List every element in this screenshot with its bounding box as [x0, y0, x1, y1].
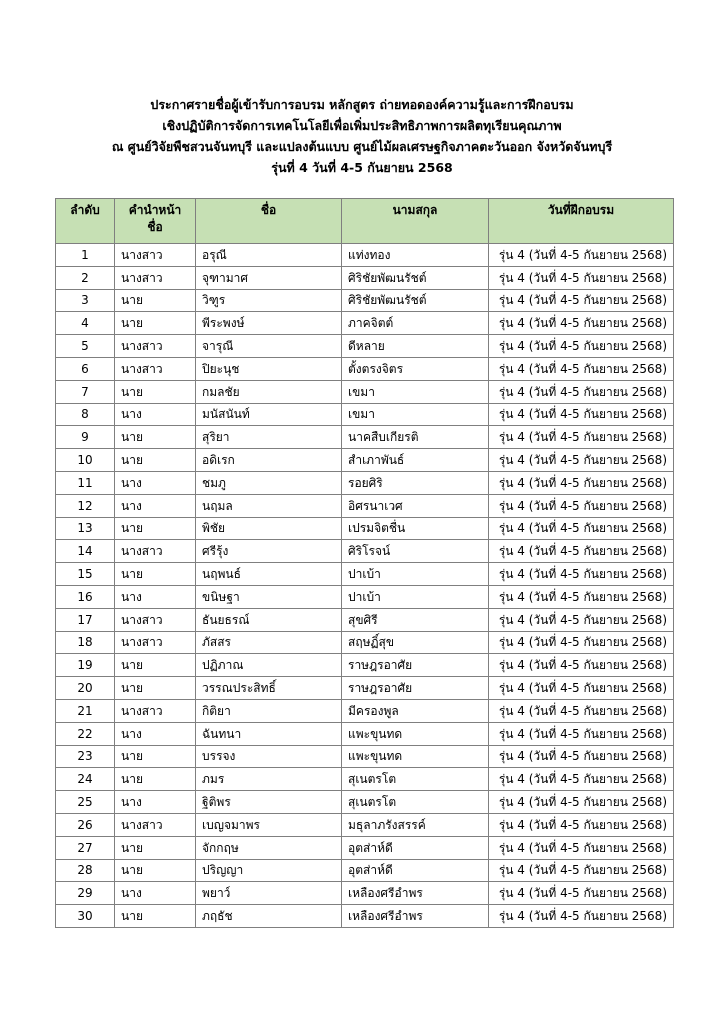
cell-first-name: ฐิติพร	[196, 791, 342, 814]
cell-prefix: นางสาว	[115, 631, 196, 654]
cell-last-name: เหลืองศรีอำพร	[342, 905, 489, 928]
cell-first-name: ธันยธรณ์	[196, 608, 342, 631]
cell-training-date: รุ่น 4 (วันที่ 4-5 กันยายน 2568)	[489, 289, 674, 312]
cell-prefix: นาย	[115, 768, 196, 791]
cell-number: 7	[56, 380, 115, 403]
table-body	[56, 244, 674, 928]
cell-first-name: จักกฤษ	[196, 836, 342, 859]
cell-first-name: ศรีรุ้ง	[196, 540, 342, 563]
cell-last-name: สุเนตรโต	[342, 768, 489, 791]
cell-prefix: นาง	[115, 403, 196, 426]
table-row	[56, 722, 674, 745]
cell-prefix: นางสาว	[115, 608, 196, 631]
cell-training-date: รุ่น 4 (วันที่ 4-5 กันยายน 2568)	[489, 882, 674, 905]
cell-last-name: มธุลาภรังสรรค์	[342, 813, 489, 836]
table-row	[56, 517, 674, 540]
cell-number: 17	[56, 608, 115, 631]
cell-prefix: นาย	[115, 380, 196, 403]
cell-first-name: อดิเรก	[196, 449, 342, 472]
heading-line-1: ประกาศรายชื่อผู้เข้ารับการอบรม หลักสูตร ถ่ายทอดองค์ความรู้และการฝึกอบรม	[150, 97, 574, 112]
cell-last-name: แพะขุนทด	[342, 745, 489, 768]
cell-number: 14	[56, 540, 115, 563]
cell-training-date: รุ่น 4 (วันที่ 4-5 กันยายน 2568)	[489, 494, 674, 517]
cell-prefix: นาย	[115, 654, 196, 677]
cell-training-date: รุ่น 4 (วันที่ 4-5 กันยายน 2568)	[489, 768, 674, 791]
cell-last-name: แท่งทอง	[342, 244, 489, 267]
cell-last-name: เขมา	[342, 380, 489, 403]
table-row	[56, 357, 674, 380]
cell-first-name: ชมภู	[196, 471, 342, 494]
header-prefix-line-1: คำนำหน้า	[128, 203, 182, 217]
cell-training-date: รุ่น 4 (วันที่ 4-5 กันยายน 2568)	[489, 836, 674, 859]
table-row	[56, 471, 674, 494]
header-number: ลำดับ	[56, 199, 115, 244]
cell-prefix: นาง	[115, 722, 196, 745]
cell-last-name: อุตส่าห์ดี	[342, 836, 489, 859]
cell-last-name: ศิริชัยพัฒนรัชต์	[342, 266, 489, 289]
table-row	[56, 585, 674, 608]
cell-training-date: รุ่น 4 (วันที่ 4-5 กันยายน 2568)	[489, 335, 674, 358]
cell-first-name: ปริญญา	[196, 859, 342, 882]
cell-number: 24	[56, 768, 115, 791]
cell-training-date: รุ่น 4 (วันที่ 4-5 กันยายน 2568)	[489, 631, 674, 654]
cell-first-name: บรรจง	[196, 745, 342, 768]
table-row	[56, 449, 674, 472]
table-row	[56, 266, 674, 289]
cell-first-name: เบญจมาพร	[196, 813, 342, 836]
cell-last-name: มีครองพูล	[342, 699, 489, 722]
table-row	[56, 859, 674, 882]
cell-last-name: นาคสืบเกียรติ	[342, 426, 489, 449]
cell-training-date: รุ่น 4 (วันที่ 4-5 กันยายน 2568)	[489, 699, 674, 722]
cell-training-date: รุ่น 4 (วันที่ 4-5 กันยายน 2568)	[489, 517, 674, 540]
cell-number: 27	[56, 836, 115, 859]
cell-number: 13	[56, 517, 115, 540]
cell-number: 26	[56, 813, 115, 836]
heading-line-2: เชิงปฏิบัติการจัดการเทคโนโลยีเพื่อเพิ่มประสิทธิภาพการผลิตทุเรียนคุณภาพ	[162, 118, 562, 133]
cell-prefix: นาย	[115, 677, 196, 700]
cell-number: 11	[56, 471, 115, 494]
cell-last-name: ปาเบ้า	[342, 563, 489, 586]
cell-first-name: กมลชัย	[196, 380, 342, 403]
cell-training-date: รุ่น 4 (วันที่ 4-5 กันยายน 2568)	[489, 677, 674, 700]
cell-number: 18	[56, 631, 115, 654]
cell-first-name: ปิยะนุช	[196, 357, 342, 380]
cell-last-name: อุตส่าห์ดี	[342, 859, 489, 882]
cell-first-name: มนัสนันท์	[196, 403, 342, 426]
cell-training-date: รุ่น 4 (วันที่ 4-5 กันยายน 2568)	[489, 791, 674, 814]
cell-last-name: ดีหลาย	[342, 335, 489, 358]
cell-training-date: รุ่น 4 (วันที่ 4-5 กันยายน 2568)	[489, 426, 674, 449]
cell-prefix: นาย	[115, 745, 196, 768]
cell-number: 23	[56, 745, 115, 768]
cell-first-name: วรรณประสิทธิ์	[196, 677, 342, 700]
cell-first-name: ปฏิภาณ	[196, 654, 342, 677]
cell-number: 3	[56, 289, 115, 312]
cell-last-name: แพะขุนทด	[342, 722, 489, 745]
cell-training-date: รุ่น 4 (วันที่ 4-5 กันยายน 2568)	[489, 380, 674, 403]
cell-first-name: ภฤธัช	[196, 905, 342, 928]
cell-first-name: กิติยา	[196, 699, 342, 722]
table-row	[56, 244, 674, 267]
cell-number: 2	[56, 266, 115, 289]
cell-number: 30	[56, 905, 115, 928]
cell-training-date: รุ่น 4 (วันที่ 4-5 กันยายน 2568)	[489, 905, 674, 928]
cell-number: 28	[56, 859, 115, 882]
cell-last-name: เหลืองศรีอำพร	[342, 882, 489, 905]
cell-number: 20	[56, 677, 115, 700]
participant-table	[55, 198, 674, 928]
cell-training-date: รุ่น 4 (วันที่ 4-5 กันยายน 2568)	[489, 654, 674, 677]
table-row	[56, 905, 674, 928]
cell-first-name: ภมร	[196, 768, 342, 791]
cell-training-date: รุ่น 4 (วันที่ 4-5 กันยายน 2568)	[489, 312, 674, 335]
cell-prefix: นาง	[115, 494, 196, 517]
table-row	[56, 677, 674, 700]
table-row	[56, 380, 674, 403]
table-row	[56, 745, 674, 768]
cell-training-date: รุ่น 4 (วันที่ 4-5 กันยายน 2568)	[489, 722, 674, 745]
header-prefix-line-2: ชื่อ	[147, 220, 163, 234]
cell-first-name: นฤมล	[196, 494, 342, 517]
cell-training-date: รุ่น 4 (วันที่ 4-5 กันยายน 2568)	[489, 585, 674, 608]
table-row	[56, 289, 674, 312]
cell-last-name: ปาเบ้า	[342, 585, 489, 608]
table-row	[56, 836, 674, 859]
table-row	[56, 563, 674, 586]
cell-prefix: นางสาว	[115, 540, 196, 563]
cell-last-name: สฤษฏิ์สุข	[342, 631, 489, 654]
cell-last-name: สำเภาพันธ์	[342, 449, 489, 472]
cell-last-name: รอยศิริ	[342, 471, 489, 494]
cell-training-date: รุ่น 4 (วันที่ 4-5 กันยายน 2568)	[489, 244, 674, 267]
table-header	[56, 199, 674, 244]
cell-prefix: นางสาว	[115, 335, 196, 358]
cell-first-name: จารุณี	[196, 335, 342, 358]
cell-training-date: รุ่น 4 (วันที่ 4-5 กันยายน 2568)	[489, 608, 674, 631]
cell-last-name: สุขศิรี	[342, 608, 489, 631]
announcement-heading	[0, 94, 724, 178]
table-row	[56, 426, 674, 449]
cell-last-name: ศิริชัยพัฒนรัชต์	[342, 289, 489, 312]
table-row	[56, 494, 674, 517]
table-row	[56, 403, 674, 426]
cell-prefix: นาย	[115, 289, 196, 312]
cell-number: 10	[56, 449, 115, 472]
table-row	[56, 699, 674, 722]
cell-prefix: นาง	[115, 585, 196, 608]
cell-prefix: นาย	[115, 449, 196, 472]
cell-number: 1	[56, 244, 115, 267]
cell-last-name: ตั้งตรงจิตร	[342, 357, 489, 380]
table-row	[56, 654, 674, 677]
cell-first-name: สุริยา	[196, 426, 342, 449]
cell-prefix: นางสาว	[115, 357, 196, 380]
header-last-name: นามสกุล	[342, 199, 489, 244]
cell-first-name: นฤพนธ์	[196, 563, 342, 586]
table-row	[56, 540, 674, 563]
cell-number: 29	[56, 882, 115, 905]
cell-prefix: นาย	[115, 859, 196, 882]
cell-last-name: ศิริโรจน์	[342, 540, 489, 563]
cell-prefix: นาย	[115, 426, 196, 449]
cell-first-name: ขนิษฐา	[196, 585, 342, 608]
cell-number: 19	[56, 654, 115, 677]
table-row	[56, 312, 674, 335]
cell-training-date: รุ่น 4 (วันที่ 4-5 กันยายน 2568)	[489, 813, 674, 836]
cell-training-date: รุ่น 4 (วันที่ 4-5 กันยายน 2568)	[489, 563, 674, 586]
cell-number: 9	[56, 426, 115, 449]
cell-training-date: รุ่น 4 (วันที่ 4-5 กันยายน 2568)	[489, 471, 674, 494]
cell-training-date: รุ่น 4 (วันที่ 4-5 กันยายน 2568)	[489, 449, 674, 472]
table-row	[56, 335, 674, 358]
cell-training-date: รุ่น 4 (วันที่ 4-5 กันยายน 2568)	[489, 745, 674, 768]
cell-first-name: ฉันทนา	[196, 722, 342, 745]
cell-first-name: อรุณี	[196, 244, 342, 267]
cell-last-name: อิศรนาเวศ	[342, 494, 489, 517]
cell-last-name: เขมา	[342, 403, 489, 426]
table-row	[56, 608, 674, 631]
cell-prefix: นาย	[115, 905, 196, 928]
cell-prefix: นาย	[115, 836, 196, 859]
cell-first-name: พีระพงษ์	[196, 312, 342, 335]
cell-prefix: นาย	[115, 312, 196, 335]
cell-number: 15	[56, 563, 115, 586]
table-row	[56, 791, 674, 814]
cell-prefix: นาง	[115, 791, 196, 814]
cell-training-date: รุ่น 4 (วันที่ 4-5 กันยายน 2568)	[489, 540, 674, 563]
header-row	[56, 199, 674, 244]
cell-number: 12	[56, 494, 115, 517]
header-training-date: วันที่ฝึกอบรม	[489, 199, 674, 244]
cell-prefix: นาย	[115, 517, 196, 540]
cell-number: 22	[56, 722, 115, 745]
cell-number: 4	[56, 312, 115, 335]
cell-prefix: นางสาว	[115, 699, 196, 722]
cell-prefix: นางสาว	[115, 244, 196, 267]
cell-training-date: รุ่น 4 (วันที่ 4-5 กันยายน 2568)	[489, 859, 674, 882]
cell-number: 25	[56, 791, 115, 814]
table-row	[56, 882, 674, 905]
cell-number: 6	[56, 357, 115, 380]
cell-last-name: เปรมจิตชื่น	[342, 517, 489, 540]
cell-first-name: พยาว์	[196, 882, 342, 905]
header-prefix	[115, 199, 196, 244]
cell-number: 21	[56, 699, 115, 722]
cell-prefix: นาง	[115, 882, 196, 905]
cell-first-name: วิฑูร	[196, 289, 342, 312]
cell-prefix: นางสาว	[115, 813, 196, 836]
cell-first-name: จุฑามาศ	[196, 266, 342, 289]
cell-number: 8	[56, 403, 115, 426]
cell-prefix: นาง	[115, 471, 196, 494]
cell-first-name: พิชัย	[196, 517, 342, 540]
cell-last-name: ภาคจิตต์	[342, 312, 489, 335]
table-row	[56, 631, 674, 654]
cell-number: 16	[56, 585, 115, 608]
cell-training-date: รุ่น 4 (วันที่ 4-5 กันยายน 2568)	[489, 266, 674, 289]
heading-line-3: ณ ศูนย์วิจัยพืชสวนจันทบุรี และแปลงต้นแบบ ศูนย์ไม้ผลเศรษฐกิจภาคตะวันออก จังหวัดจันทบุรี	[111, 139, 613, 154]
cell-last-name: ราษฎรอาศัย	[342, 677, 489, 700]
table-row	[56, 813, 674, 836]
cell-last-name: สุเนตรโต	[342, 791, 489, 814]
table-row	[56, 768, 674, 791]
heading-line-4: รุ่นที่ 4 วันที่ 4-5 กันยายน 2568	[271, 160, 453, 175]
cell-last-name: ราษฎรอาศัย	[342, 654, 489, 677]
cell-first-name: ภัสสร	[196, 631, 342, 654]
cell-prefix: นาย	[115, 563, 196, 586]
cell-prefix: นางสาว	[115, 266, 196, 289]
cell-training-date: รุ่น 4 (วันที่ 4-5 กันยายน 2568)	[489, 357, 674, 380]
header-first-name: ชื่อ	[196, 199, 342, 244]
cell-training-date: รุ่น 4 (วันที่ 4-5 กันยายน 2568)	[489, 403, 674, 426]
cell-number: 5	[56, 335, 115, 358]
